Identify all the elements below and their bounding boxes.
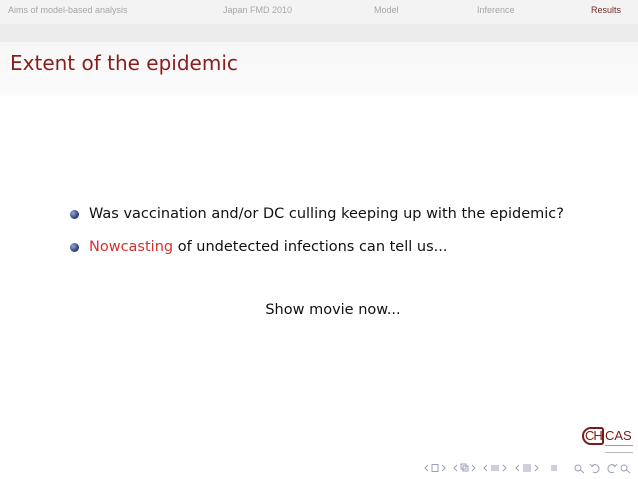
redo-icon[interactable] — [604, 462, 634, 474]
bullet-highlight: Nowcasting — [89, 239, 174, 255]
list-item — [68, 236, 568, 258]
nav-section-aims[interactable]: Aims of model-based analysis — [8, 5, 128, 15]
frame-title: Extent of the epidemic — [10, 51, 238, 75]
undo-icon[interactable] — [589, 462, 603, 474]
nav-section-japan[interactable]: Japan FMD 2010 — [223, 5, 293, 15]
bullet-text: of undetected infections can tell us... — [173, 239, 448, 255]
chicas-logo — [582, 424, 634, 454]
show-movie-text: Show movie now... — [265, 302, 401, 318]
bullet-list — [68, 203, 568, 258]
bullet-text: Was vaccination and/or DC culling keeping up with the epidemic? — [89, 206, 564, 222]
bullet-ball-icon — [70, 243, 79, 252]
search-icon[interactable] — [573, 462, 587, 474]
section-navbar — [0, 0, 638, 24]
bullet-ball-icon — [70, 210, 79, 219]
nav-section-inference[interactable]: Inference — [477, 5, 515, 15]
list-item — [68, 203, 568, 225]
nav-section-results[interactable]: Results — [591, 5, 622, 15]
nav-section-model[interactable]: Model — [374, 5, 399, 15]
logo-ch-text: CH — [585, 428, 602, 443]
logo-cas-text: CAS — [605, 428, 632, 443]
logo-subtitle-lines — [605, 445, 633, 453]
